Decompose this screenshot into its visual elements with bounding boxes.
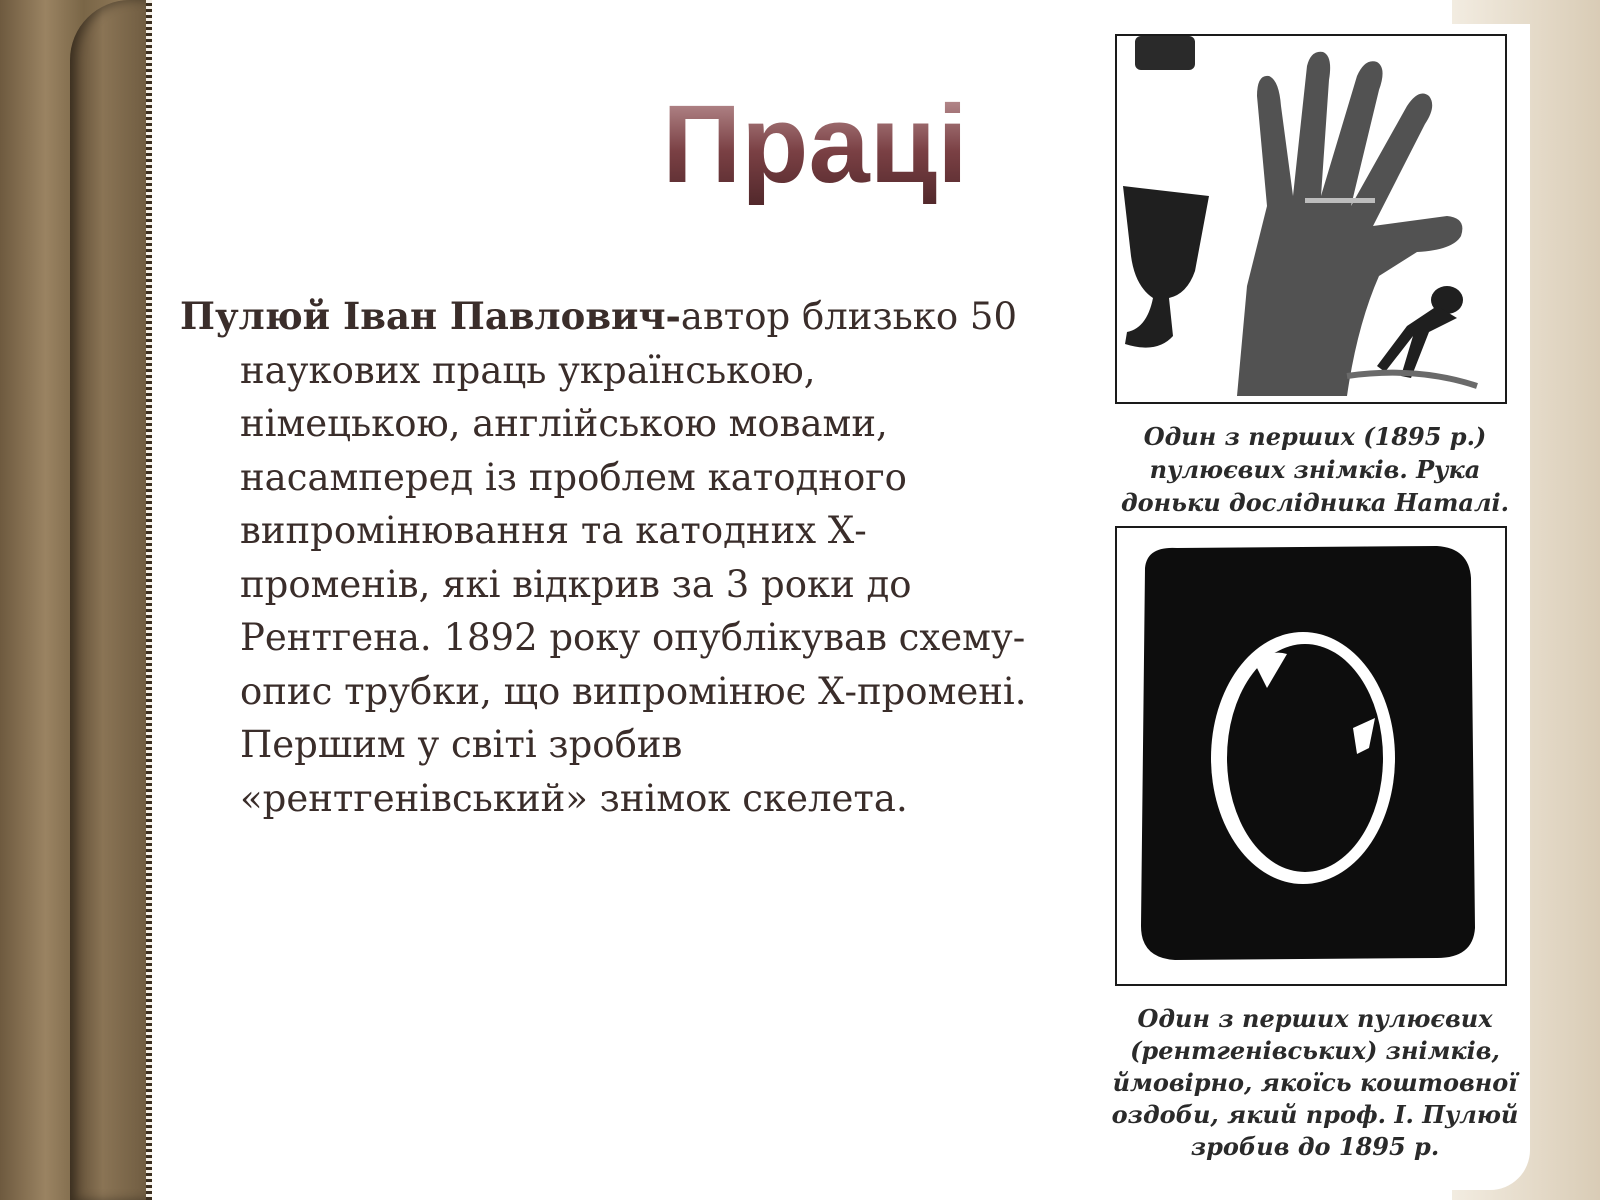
slide-body-text (180, 290, 1040, 825)
xray-hand-image (1115, 34, 1507, 404)
spine-stitch-border (146, 0, 152, 1200)
body-description: автор близько 50 наукових праць українською, німецькою, англійською мовами, насамперед із проблем катодного випромінювання та катодних Х-променів, які відкрив за 3 роки до Рентгена. 1892 року опублікував схему-опис трубки, що випромінює Х-промені. Першим у світі зробив «рентгенівський» знімок скелета. (240, 295, 1027, 820)
xray-hand-drawing (1117, 36, 1505, 402)
spine-tab-decoration (70, 0, 152, 1200)
jewel-image-caption: Один з перших пулюєвих (рентгенівських) знімків, ймовірно, якоїсь коштовної оздоби, який проф. І. Пулюй зробив до 1895 р. (1111, 1004, 1519, 1161)
xray-jewel-image (1115, 526, 1507, 986)
person-name: Пулюй Іван Павлович- (180, 294, 681, 338)
slide-title: Праці (600, 80, 1030, 210)
hand-image-caption: Один з перших (1895 р.) пулюєвих знімків. Рука доньки дослідника Наталі. (1120, 422, 1510, 517)
xray-jewel-drawing (1117, 528, 1505, 984)
